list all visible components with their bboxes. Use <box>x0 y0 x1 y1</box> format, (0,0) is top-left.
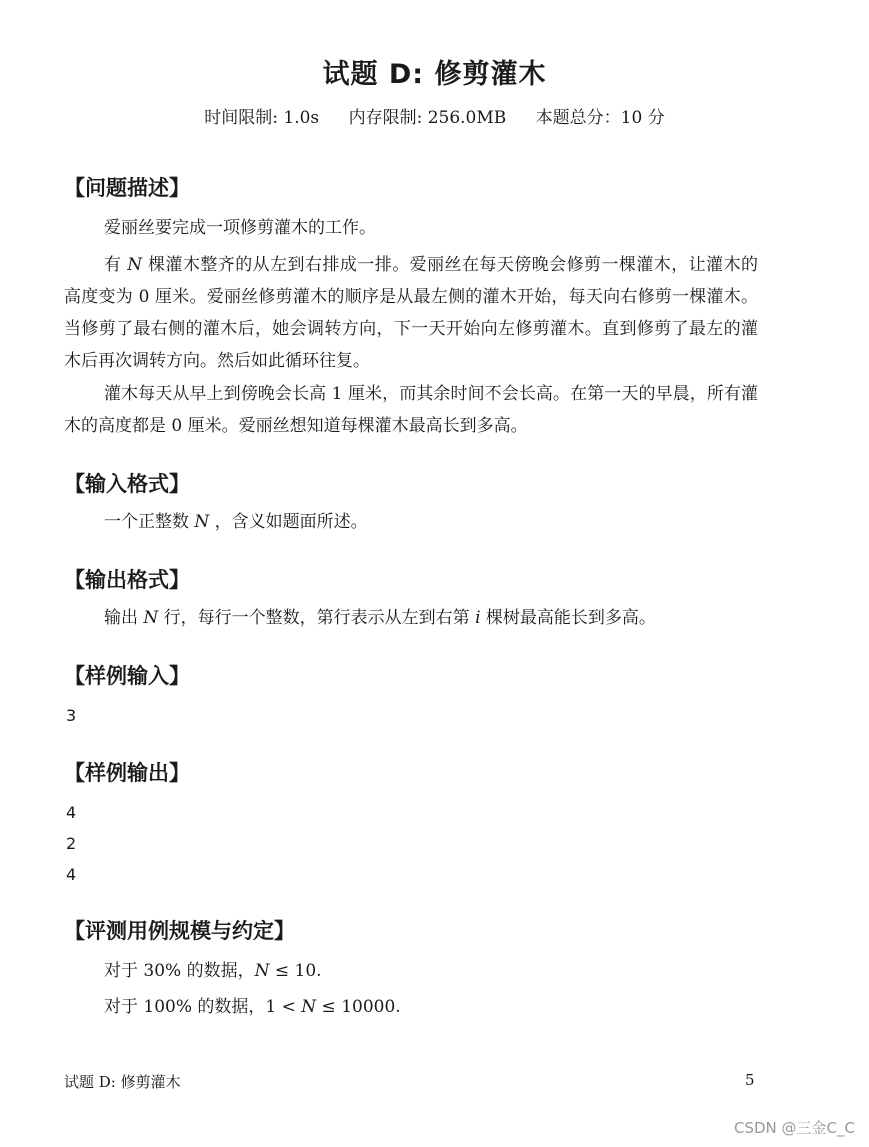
problem-paragraph-2 <box>64 249 758 377</box>
constraint-line-2 <box>64 991 758 1023</box>
sample-output-line: 4 <box>66 803 77 822</box>
problem-paragraph-1: 爱丽丝要完成一项修剪灌木的工作。 <box>104 218 376 238</box>
output-format-text <box>64 602 758 634</box>
sample-input-heading: 【样例输入】 <box>64 664 190 688</box>
text-run: 棵树最高能长到多高。 <box>480 608 656 628</box>
text-run: 对于 100% 的数据，1 < <box>104 997 302 1017</box>
text-run: ≤ 10000. <box>316 997 401 1017</box>
math-var-n: N <box>254 961 270 981</box>
sample-input-line: 3 <box>66 706 77 725</box>
math-var-n: N <box>143 608 159 628</box>
total-score: 本题总分：10 分 <box>535 108 665 128</box>
page-number: 5 <box>745 1071 755 1089</box>
input-format-heading: 【输入格式】 <box>64 472 190 496</box>
sample-output-line: 4 <box>66 865 77 884</box>
problem-description-heading: 【问题描述】 <box>64 176 190 200</box>
problem-paragraph-3: 灌木每天从早上到傍晚会长高 1 厘米，而其余时间不会长高。在第一天的早晨，所有灌木的高度都是 0 厘米。爱丽丝想知道每棵灌木最高长到多高。 <box>64 384 758 436</box>
text-run: 输出 <box>104 608 144 628</box>
math-var-n: N <box>194 512 210 532</box>
text-run: ，含义如题面所述。 <box>209 512 368 532</box>
math-var-n: N <box>301 997 317 1017</box>
constraints-heading: 【评测用例规模与约定】 <box>64 919 295 943</box>
footer-title: 试题 D: 修剪灌木 <box>64 1073 181 1091</box>
sample-output-heading: 【样例输出】 <box>64 761 190 785</box>
sample-output-line: 2 <box>66 834 77 853</box>
problem-meta <box>0 103 869 128</box>
sample-input-block <box>66 700 76 731</box>
text-run: 一个正整数 <box>104 512 195 532</box>
constraint-line-1 <box>64 955 758 987</box>
memory-limit: 内存限制: 256.0MB <box>348 108 507 128</box>
math-var-i: i <box>475 608 481 628</box>
csdn-watermark: CSDN @三金C_C <box>734 1119 855 1137</box>
text-run: 行，每行一个整数，第行表示从左到右第 <box>158 608 476 628</box>
sample-output-block <box>66 797 76 890</box>
time-limit: 时间限制: 1.0s <box>204 108 320 128</box>
page-title: 试题 D: 修剪灌木 <box>322 59 547 90</box>
math-var-n: N <box>127 255 143 275</box>
text-run: ≤ 10. <box>269 961 322 981</box>
text-run: 有 <box>104 255 128 275</box>
text-run: 对于 30% 的数据， <box>104 961 255 981</box>
text-run: 棵灌木整齐的从左到右排成一排。爱丽丝在每天傍晚会修剪一棵灌木，让灌木的高度变为 0 厘米。爱丽丝修剪灌木的顺序是从最左侧的灌木开始，每天向右修剪一棵灌木。当修剪了最右侧的灌木后，她会调转方向，下一天开始向左修剪灌木。直到修剪了最左的灌木后再次调转方向。然后如此循环往复。 <box>64 255 759 371</box>
output-format-heading: 【输出格式】 <box>64 568 190 592</box>
input-format-text <box>64 506 758 538</box>
